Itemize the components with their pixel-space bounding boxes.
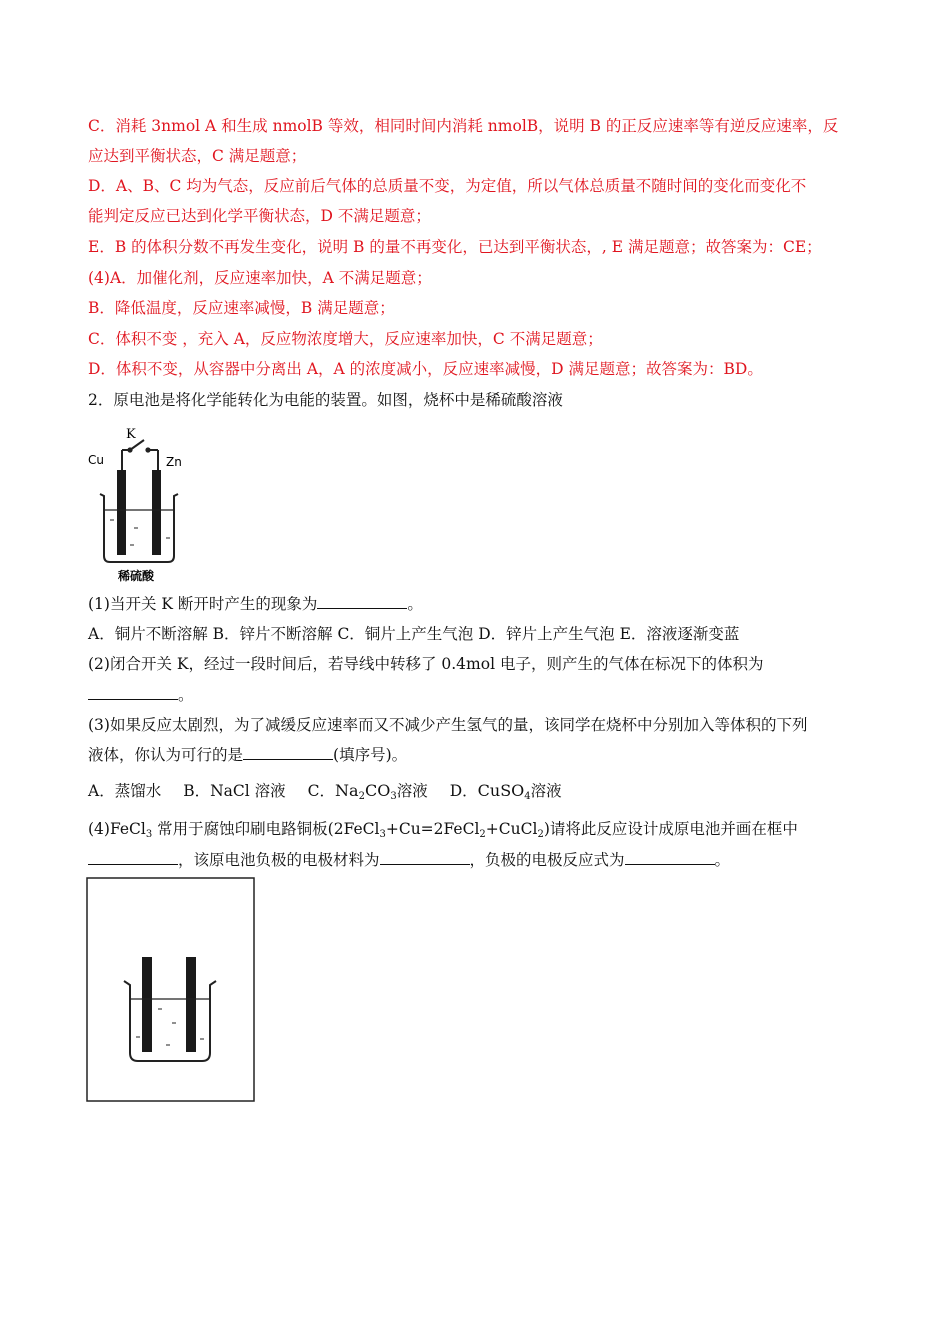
beaker-label: 稀硫酸 xyxy=(118,569,155,583)
answer-line-d: D．A、B、C 均为气态，反应前后气体的总质量不变，为定值，所以气体总质量不随时间的变化而变化不 xyxy=(88,177,807,195)
q2-3-opt-b: B．NaCl 溶液 xyxy=(183,782,286,800)
q2-3-text2: 液体，你认为可行的是 xyxy=(88,746,244,764)
answer-line-4a: (4)A．加催化剂，反应速率加快，A 不满足题意； xyxy=(88,269,432,287)
q2-1-blank[interactable] xyxy=(317,593,407,609)
circuit-wire xyxy=(122,440,158,470)
q2-4-text-b: ，负极的电极反应式为 xyxy=(469,851,625,869)
answer-line-e: E．B 的体积分数不再发生变化，说明 B 的量不再变化，已达到平衡状态，, E 满足题意；故答案为：CE； xyxy=(88,238,822,256)
zn-electrode xyxy=(152,470,161,555)
q2-3-blank[interactable] xyxy=(243,744,333,760)
q2-1-end: 。 xyxy=(407,595,423,613)
question-2-3-cont xyxy=(88,744,407,766)
question-2-intro: 2．原电池是将化学能转化为电能的装置。如图，烧杯中是稀硫酸溶液 xyxy=(88,391,563,409)
answer-line-4b: B．降低温度，反应速率减慢，B 满足题意； xyxy=(88,299,395,317)
left-electrode xyxy=(142,957,152,1052)
q2-3-end: (填序号)。 xyxy=(333,746,408,764)
question-2-2-answer xyxy=(88,684,194,706)
q2-4-end: 。 xyxy=(714,851,731,869)
question-2-1-options: A．铜片不断溶解 B．锌片不断溶解 C．铜片上产生气泡 D．锌片上产生气泡 E．溶液逐渐变蓝 xyxy=(88,625,740,643)
question-2-1 xyxy=(88,593,423,615)
question-2-4-cont xyxy=(88,849,730,871)
q2-4-blank-2[interactable] xyxy=(380,849,470,865)
q2-3-opt-d-label: D． xyxy=(449,782,478,800)
q2-4-blank-3[interactable] xyxy=(625,849,715,865)
beaker xyxy=(100,494,178,562)
q2-1-text: (1)当开关 K 断开时产生的现象为 xyxy=(88,595,318,613)
question-2-2: (2)闭合开关 K，经过一段时间后，若导线中转移了 0.4mol 电子，则产生的气体在标况下的体积为 xyxy=(88,655,764,673)
answer-line-4d: D．体积不变，从容器中分离出 A，A 的浓度减小，反应速率减慢，D 满足题意；故答案为：BD。 xyxy=(88,360,763,378)
q2-3-opt-c-label: C． xyxy=(307,782,336,800)
right-electrode xyxy=(186,957,196,1052)
q2-4-blank-1[interactable] xyxy=(88,849,178,865)
q2-3-opt-d-suffix: 溶液 xyxy=(530,782,562,800)
zn-label: Zn xyxy=(166,455,182,469)
empty-beaker xyxy=(124,981,216,1061)
q2-2-end: 。 xyxy=(178,686,194,704)
question-2-3: (3)如果反应太剧烈，为了减缓反应速率而又不减少产生氢气的量，该同学在烧杯中分别加入等体积的下列 xyxy=(88,716,808,734)
cu-label: Cu xyxy=(88,453,104,467)
q2-2-blank[interactable] xyxy=(88,684,178,700)
drawing-box[interactable] xyxy=(86,877,256,1103)
q2-3-opt-c-suffix: 溶液 xyxy=(396,782,428,800)
question-2-4: (4)FeCl$_3$ 常用于腐蚀印刷电路铜板(2FeCl$_3$+Cu=2FeCl$_2$+CuCl$_2$)请将此反应设计成原电池并画在框中 xyxy=(88,820,798,840)
answer-line-d-cont: 能判定反应已达到化学平衡状态，D 不满足题意； xyxy=(88,207,431,225)
answer-line-c-cont: 应达到平衡状态，C 满足题意； xyxy=(88,147,307,165)
q2-3-opt-a: A．蒸馏水 xyxy=(88,782,162,800)
cu-electrode xyxy=(117,470,126,555)
question-2-3-options xyxy=(88,780,562,802)
switch-label: K xyxy=(126,427,136,442)
answer-line-4c: C．体积不变 ，充入 A，反应物浓度增大，反应速率加快，C 不满足题意； xyxy=(88,330,603,348)
q2-4-text-a: ，该原电池负极的电极材料为 xyxy=(178,851,380,869)
q2-3-opt-d-formula: CuSO$_4$ xyxy=(477,781,531,802)
answer-line-c: C．消耗 3nmol A 和生成 nmolB 等效，相同时间内消耗 nmolB，说明 B 的正反应速率等有逆反应速率，反 xyxy=(88,117,839,135)
q2-3-opt-c-formula: $Na_2CO_3$ xyxy=(335,781,397,802)
galvanic-cell-figure xyxy=(86,420,196,585)
